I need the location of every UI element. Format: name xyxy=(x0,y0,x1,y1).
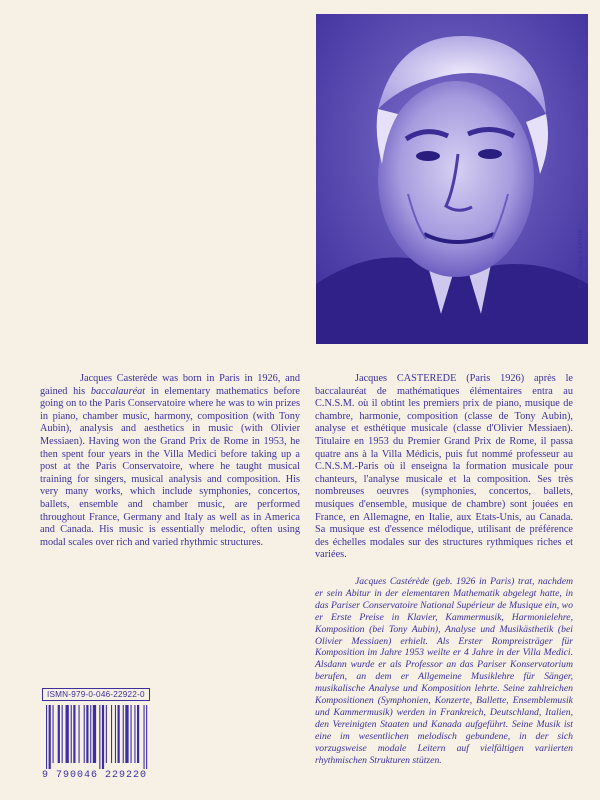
ismn-label: ISMN-979-0-046-22922-0 xyxy=(42,688,150,701)
barcode-bar xyxy=(90,705,91,763)
barcode-bar xyxy=(144,705,145,769)
german-biography-paragraph: Jacques Castérède (geb. 1926 in Paris) trat, nachdem er sein Abitur in der elementaren Mathematik abgelegt hatte, in das Pariser Conservatoire National Supérieur de Musique ein, wo er Erste Preise in Klavier, Kammermusik, Harmonielehre, Komposition (bei Tony Aubin), Analyse und Musikästhetik (bei Olivier Messiaen) erhielt. Als Erster Rompreisträger für Komposition im Jahre 1953 weilte er 4 Jahre in der Villa Medici. Alsdann wurde er als Professor an das Pariser Konservatorium berufen, an dem er Allgemeine Musiklehre für Sänger, musikalische Analyse und Komposition lehrte. Seine zahlreichen Kompositionen (Symphonien, Konzerte, Ballette, Ensemblemusik und Kammermusik) werden in Frankreich, Deutschland, Italien, den Vereinigten Staaten und Kanada aufgeführt. Seine Musik ist eine im wesentlichen melodisch gebundene, in der sich vorzugsweise modale Leitern auf vielfältigen variierten rhythmischen Strukturen stützen. xyxy=(315,576,573,766)
french-biography xyxy=(315,373,573,562)
english-biography-paragraph xyxy=(40,373,300,549)
barcode-bar xyxy=(134,705,135,763)
barcode-bar xyxy=(73,705,75,763)
barcode-bar xyxy=(125,705,128,763)
english-text-part-1: Jacques Casterède was born in Paris in 1926, and gained his xyxy=(40,373,300,397)
english-biography xyxy=(40,373,300,549)
barcode-bar xyxy=(111,705,112,763)
barcode-bar xyxy=(137,705,139,763)
composer-portrait-photo xyxy=(316,14,588,344)
german-biography xyxy=(315,576,573,767)
photo-credit: Photo Jean SANSON xyxy=(578,228,584,288)
barcode-bar xyxy=(146,705,147,769)
french-biography-paragraph: Jacques CASTEREDE (Paris 1926) après le baccalauréat de mathématiques élémentaires entra au C.N.S.M. où il obtint les premiers prix de piano, musique de chambre, harmonie, composition (classe de Tony Aubin), analyse et esthétique musicale (classe d'Olivier Messiaen). Titulaire en 1953 du Premier Grand Prix de Rome, il passa quatre ans à la Villa Médicis, puis fut nommé professeur au C.N.S.M.-Paris où il enseigna la formation musicale pour chanteurs, l'analyse musicale et la composition. Ses très nombreuses oeuvres (symphonies, concertos, ballets, musiques d'ensemble, musique de chambre) sont jouées en France, en Allemagne, en Italie, aux Etats-Unis, au Canada. Sa musique est d'essence mélodique, utilisant de préférence des échelles modales sur des structures rythmiques riches et variées. xyxy=(315,373,573,561)
barcode-bar xyxy=(62,705,63,763)
barcode-bar xyxy=(84,705,85,763)
barcode-bar xyxy=(86,705,88,763)
barcode-bar xyxy=(118,705,120,763)
barcode-bar xyxy=(71,705,72,763)
barcode-bar xyxy=(49,705,51,769)
barcode-bar xyxy=(93,705,96,763)
barcode-bar xyxy=(115,705,116,763)
barcode-bar xyxy=(58,705,60,763)
barcode-bar xyxy=(131,705,132,763)
barcode-bar xyxy=(66,705,69,763)
english-text-italic: baccalauréat xyxy=(90,385,146,397)
portrait-illustration xyxy=(316,14,588,344)
barcode-bars xyxy=(42,705,192,769)
barcode-bar xyxy=(102,705,104,769)
barcode-number: 9 790046 229220 xyxy=(42,770,148,781)
barcode-bar xyxy=(53,705,54,763)
barcode-bar xyxy=(99,705,100,769)
english-text-part-2: in elementary mathematics before going on to the Paris Conservatoire where he was to win prizes in piano, chamber music, harmony, composition (with Tony Aubin), analysis and aesthetics in music (with Olivier Messiaen). Having won the Grand Prix de Rome in 1953, he then spent four years in the Villa Medici before taking up a post at the Paris Conservatoire, where he taught musical training for singers, musical analysis and composition. His very many works, which include symphonies, concertos, ballets, ensemble and chamber music, are performed throughout France, Germany and Italy as well as in America and Canada. His music is essentially melodic, often using modal scales over rich and varied rhythmic structures. xyxy=(40,385,300,548)
barcode-bar xyxy=(79,705,80,763)
barcode-bar xyxy=(123,705,124,763)
barcode-bar xyxy=(106,705,107,763)
barcode-bar xyxy=(46,705,47,769)
